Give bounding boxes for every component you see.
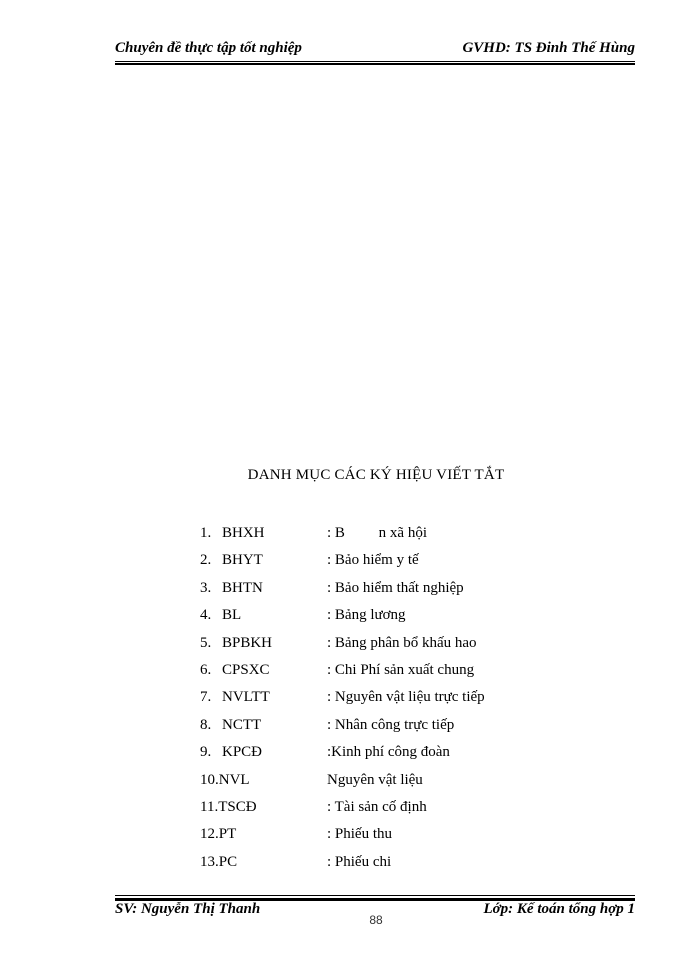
abbreviation-meaning: : Phiếu chi: [327, 853, 392, 870]
item-number: 2.: [200, 552, 212, 569]
abbreviation-meaning: : Bảng lương: [327, 607, 406, 624]
abbreviation-code: BHTN: [222, 579, 263, 596]
header-thesis-title: Chuyên đề thực tập tốt nghiệp: [115, 40, 302, 56]
abbreviation-meaning: :Kinh phí công đoàn: [327, 744, 450, 761]
abbreviation-code: 12.PT: [200, 826, 237, 843]
abbreviation-meaning: : Bảo hiểm y tế: [327, 552, 419, 569]
abbreviation-code: NCTT: [222, 716, 262, 733]
item-number: 1.: [200, 525, 212, 541]
abbreviation-meaning: : Nhân công trực tiếp: [327, 716, 455, 733]
item-number: 6.: [200, 661, 212, 678]
abbreviation-meaning: : Chi Phí sản xuất chung: [327, 661, 475, 678]
abbreviation-meaning: : Nguyên vật liệu trực tiếp: [327, 689, 485, 706]
abbreviation-list-title: DANH MỤC CÁC KÝ HIỆU VIẾT TẮT: [247, 467, 505, 483]
footer-student: SV: Nguyễn Thị Thanh: [115, 901, 261, 917]
abbreviation-code: NVLTT: [222, 689, 270, 706]
item-number: 8.: [200, 716, 212, 733]
item-number: 5.: [200, 634, 212, 651]
abbreviation-code: BHYT: [222, 552, 263, 569]
header-rule: [115, 61, 635, 65]
abbreviation-meaning: : Phiếu thu: [327, 826, 393, 843]
header-advisor: GVHD: TS Đinh Thế Hùng: [462, 40, 635, 56]
abbreviation-code: BHXH: [222, 525, 265, 541]
page-header: [115, 40, 635, 62]
abbreviation-meaning: : Bảo hiểm thất nghiệp: [327, 579, 464, 596]
item-number: 3.: [200, 579, 212, 596]
abbreviation-code: 11.TSCĐ: [200, 798, 257, 815]
abbreviation-code: 10.NVL: [200, 771, 250, 788]
page-number: 88: [369, 913, 383, 927]
abbreviation-code: 13.PC: [200, 853, 238, 870]
abbreviation-code: CPSXC: [222, 661, 270, 678]
footer-class: Lớp: Kế toán tổng hợp 1: [483, 901, 635, 917]
abbreviation-code: KPCĐ: [222, 744, 263, 761]
abbreviation-meaning: : Tài sản cố định: [327, 798, 427, 815]
abbreviation-meaning: : B n xã hội: [327, 525, 427, 541]
item-number: 7.: [200, 689, 212, 706]
item-number: 4.: [200, 607, 212, 624]
abbreviation-meaning: : Bảng phân bổ khấu hao: [327, 634, 477, 651]
abbreviation-code: BL: [222, 607, 242, 624]
abbreviation-code: BPBKH: [222, 634, 273, 651]
item-number: 9.: [200, 744, 212, 761]
abbreviation-meaning: Nguyên vật liệu: [327, 771, 423, 788]
